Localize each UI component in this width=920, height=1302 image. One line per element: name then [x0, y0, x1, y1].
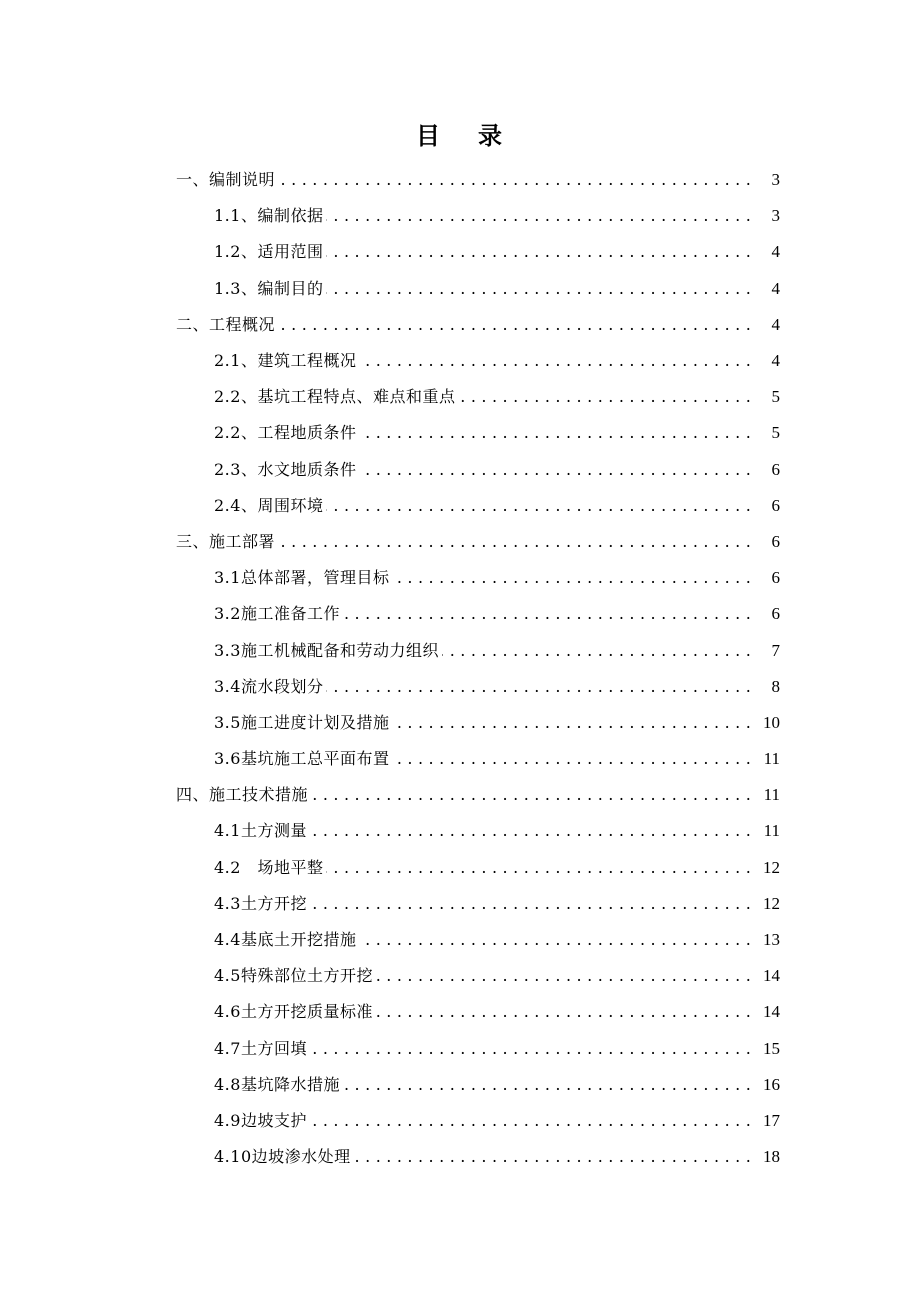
toc-entry-label: 2.4、周围环境 — [214, 495, 324, 515]
toc-entry[interactable] — [0, 850, 920, 886]
dot-leader — [359, 460, 751, 480]
dot-leader — [359, 930, 751, 950]
toc-entry-label: 二、工程概况 — [176, 314, 276, 334]
toc-entry[interactable] — [0, 958, 920, 994]
toc-entry-label: 2.2、基坑工程特点、难点和重点 — [214, 387, 456, 407]
dot-leader — [310, 821, 751, 841]
dot-leader — [326, 496, 751, 516]
toc-entry[interactable] — [0, 307, 920, 343]
toc-entry[interactable] — [0, 488, 920, 524]
toc-list — [0, 162, 920, 1175]
dot-leader — [343, 1075, 751, 1095]
toc-entry[interactable] — [0, 343, 920, 379]
toc-title — [0, 118, 920, 154]
dot-leader — [376, 966, 751, 986]
toc-entry-page: 5 — [771, 387, 780, 407]
toc-entry[interactable] — [0, 922, 920, 958]
toc-entry-page: 12 — [763, 893, 780, 913]
toc-entry-label: 4.5特殊部位土方开挖 — [214, 966, 373, 986]
toc-entry-label: 4.10边坡渗水处理 — [214, 1147, 351, 1167]
toc-entry-label: 三、施工部署 — [176, 531, 276, 551]
toc-entry-label: 3.5施工进度计划及措施 — [214, 712, 390, 732]
toc-entry[interactable] — [0, 162, 920, 198]
toc-entry-label: 4.1土方测量 — [214, 821, 307, 841]
toc-entry-page: 13 — [763, 930, 780, 950]
toc-entry-page: 4 — [771, 351, 780, 371]
toc-entry[interactable] — [0, 886, 920, 922]
dot-leader — [354, 1147, 751, 1167]
toc-entry[interactable] — [0, 415, 920, 451]
toc-entry-label: 3.6基坑施工总平面布置 — [214, 749, 390, 769]
toc-entry-label: 四、施工技术措施 — [176, 785, 309, 805]
dot-leader — [458, 387, 751, 407]
toc-entry-page: 3 — [771, 206, 780, 226]
dot-leader — [359, 351, 751, 371]
toc-entry[interactable] — [0, 632, 920, 668]
toc-entry-page: 6 — [771, 568, 780, 588]
toc-entry-page: 14 — [763, 966, 780, 986]
toc-entry-label: 4.8基坑降水措施 — [214, 1074, 340, 1094]
toc-entry-label: 1.3、编制目的 — [214, 278, 324, 298]
toc-title-char-1: 目 — [416, 121, 442, 150]
dot-leader — [326, 206, 751, 226]
toc-entry-page: 4 — [771, 242, 780, 262]
dot-leader — [278, 315, 751, 335]
dot-leader — [326, 242, 751, 262]
dot-leader — [278, 170, 751, 190]
toc-entry[interactable] — [0, 596, 920, 632]
dot-leader — [278, 532, 751, 552]
toc-entry[interactable] — [0, 524, 920, 560]
toc-entry[interactable] — [0, 379, 920, 415]
toc-entry-label: 4.6土方开挖质量标准 — [214, 1002, 373, 1022]
toc-entry[interactable] — [0, 271, 920, 307]
toc-entry-page: 3 — [771, 170, 780, 190]
toc-entry[interactable] — [0, 1031, 920, 1067]
dot-leader — [376, 1002, 751, 1022]
toc-entry-page: 10 — [763, 712, 780, 732]
toc-entry-label: 4.3土方开挖 — [214, 893, 307, 913]
toc-entry-page: 4 — [771, 278, 780, 298]
toc-entry-page: 7 — [771, 640, 780, 660]
toc-entry-label: 3.2施工准备工作 — [214, 604, 340, 624]
dot-leader — [359, 423, 751, 443]
toc-entry-page: 18 — [763, 1147, 780, 1167]
toc-entry-page: 6 — [771, 531, 780, 551]
toc-entry[interactable] — [0, 198, 920, 234]
toc-entry-page: 5 — [771, 423, 780, 443]
toc-entry-label: 3.1总体部署，管理目标 — [214, 568, 390, 588]
toc-entry[interactable] — [0, 741, 920, 777]
toc-entry[interactable] — [0, 994, 920, 1030]
toc-entry-page: 16 — [763, 1074, 780, 1094]
toc-entry-label: 2.3、水文地质条件 — [214, 459, 357, 479]
toc-entry[interactable] — [0, 452, 920, 488]
dot-leader — [343, 604, 751, 624]
dot-leader — [326, 858, 751, 878]
toc-entry-label: 4.7土方回填 — [214, 1038, 307, 1058]
toc-entry[interactable] — [0, 777, 920, 813]
toc-entry-label: 1.1、编制依据 — [214, 206, 324, 226]
dot-leader — [442, 641, 751, 661]
toc-entry[interactable] — [0, 1067, 920, 1103]
dot-leader — [310, 1039, 751, 1059]
toc-entry-page: 11 — [763, 785, 780, 805]
toc-entry[interactable] — [0, 560, 920, 596]
toc-entry-label: 一、编制说明 — [176, 170, 276, 190]
dot-leader — [392, 749, 751, 769]
toc-entry-label: 2.1、建筑工程概况 — [214, 351, 357, 371]
toc-entry-label: 3.4流水段划分 — [214, 676, 324, 696]
toc-title-char-2: 录 — [478, 121, 504, 150]
toc-entry-page: 17 — [763, 1110, 780, 1130]
toc-entry[interactable] — [0, 234, 920, 270]
toc-entry-page: 12 — [763, 857, 780, 877]
dot-leader — [310, 1111, 751, 1131]
toc-entry-page: 15 — [763, 1038, 780, 1058]
toc-entry-label: 4.4基底土开挖措施 — [214, 930, 357, 950]
dot-leader — [311, 785, 751, 805]
toc-entry-label: 1.2、适用范围 — [214, 242, 324, 262]
dot-leader — [392, 568, 751, 588]
toc-entry-page: 6 — [771, 495, 780, 515]
toc-entry-page: 6 — [771, 459, 780, 479]
toc-entry[interactable] — [0, 705, 920, 741]
toc-entry-page: 11 — [763, 821, 780, 841]
toc-entry-page: 8 — [771, 676, 780, 696]
dot-leader — [326, 279, 751, 299]
toc-entry-page: 4 — [771, 314, 780, 334]
toc-entry-page: 6 — [771, 604, 780, 624]
toc-entry-page: 11 — [763, 749, 780, 769]
toc-entry-page: 14 — [763, 1002, 780, 1022]
dot-leader — [392, 713, 751, 733]
toc-entry-label: 4.9边坡支护 — [214, 1110, 307, 1130]
dot-leader — [310, 894, 751, 914]
dot-leader — [326, 677, 751, 697]
toc-entry-label: 3.3施工机械配备和劳动力组织 — [214, 640, 439, 660]
toc-entry-label: 4.2 场地平整 — [214, 857, 324, 877]
toc-entry[interactable] — [0, 813, 920, 849]
toc-entry-label: 2.2、工程地质条件 — [214, 423, 357, 443]
toc-entry[interactable] — [0, 1103, 920, 1139]
toc-entry[interactable] — [0, 669, 920, 705]
toc-entry[interactable] — [0, 1139, 920, 1175]
